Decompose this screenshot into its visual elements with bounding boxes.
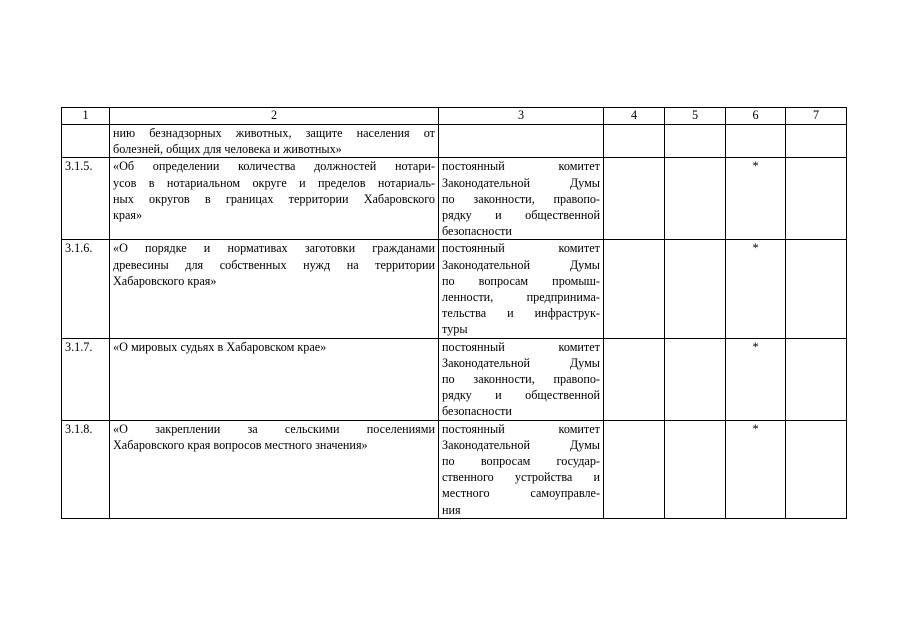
committee-line: по законности, правопо- xyxy=(442,191,600,206)
committee-line: безопасности xyxy=(442,404,512,419)
committee-line: по вопросам промыш- xyxy=(442,273,600,288)
column-header: 5 xyxy=(665,108,726,125)
cell-col4 xyxy=(604,338,665,420)
column-header: 7 xyxy=(786,108,847,125)
responsible-committee xyxy=(439,240,604,338)
table-row xyxy=(62,158,847,240)
committee-line: рядку и общественной xyxy=(442,388,600,403)
cell-col7 xyxy=(786,338,847,420)
cell-col7 xyxy=(786,158,847,240)
committee-line: ния xyxy=(442,502,461,517)
responsible-committee xyxy=(439,158,604,240)
table-row-continuation xyxy=(62,125,847,158)
committee-line: безопасности xyxy=(442,224,512,239)
bill-title-line: нию безнадзорных животных, защите населения от xyxy=(113,126,435,140)
committee-line: по законности, правопо- xyxy=(442,372,600,387)
bill-title-line: «О мировых судьях в Хабаровском крае» xyxy=(113,339,327,354)
bill-title-line: «Об определении количества должностей нотари- xyxy=(113,159,435,174)
bill-title-line: «О закреплении за сельскими поселениями xyxy=(113,421,435,436)
committee-line: по вопросам государ- xyxy=(442,454,600,469)
cell-col7 xyxy=(786,240,847,338)
row-number: 3.1.6. xyxy=(62,240,110,338)
bill-title-line: усов в нотариальном округе и пределов нотариаль- xyxy=(113,175,435,190)
bill-title xyxy=(110,420,439,518)
row-number xyxy=(62,125,110,158)
cell-col6-mark: * xyxy=(726,420,786,518)
header-row xyxy=(62,108,847,125)
bill-title-line: края» xyxy=(113,208,143,223)
bill-title-line: Хабаровского края вопросов местного значения» xyxy=(113,437,368,452)
committee-line: Законодательной Думы xyxy=(442,355,600,370)
cell-col7 xyxy=(786,420,847,518)
table-row xyxy=(62,338,847,420)
bill-title xyxy=(110,125,439,158)
responsible-committee xyxy=(439,338,604,420)
committee-line: ственного устройства и xyxy=(442,470,600,485)
table-row xyxy=(62,240,847,338)
cell-col6-mark: * xyxy=(726,158,786,240)
row-number: 3.1.8. xyxy=(62,420,110,518)
cell-col7 xyxy=(786,125,847,158)
row-number: 3.1.5. xyxy=(62,158,110,240)
committee-line: ленности, предпринима- xyxy=(442,290,600,305)
bill-title xyxy=(110,240,439,338)
responsible-committee xyxy=(439,125,604,158)
column-header: 6 xyxy=(726,108,786,125)
column-header: 4 xyxy=(604,108,665,125)
cell-col4 xyxy=(604,240,665,338)
table-body xyxy=(62,125,847,519)
committee-line: постоянный комитет xyxy=(442,241,600,256)
cell-col4 xyxy=(604,125,665,158)
responsible-committee xyxy=(439,420,604,518)
cell-col5 xyxy=(665,125,726,158)
table-row xyxy=(62,420,847,518)
committee-line: Законодательной Думы xyxy=(442,257,600,272)
committee-line: Законодательной Думы xyxy=(442,175,600,190)
bill-title-line: болезней, общих для человека и животных» xyxy=(113,142,342,157)
committee-line: Законодательной Думы xyxy=(442,437,600,452)
cell-col5 xyxy=(665,158,726,240)
cell-col6-mark: * xyxy=(726,338,786,420)
cell-col4 xyxy=(604,420,665,518)
cell-col6 xyxy=(726,125,786,158)
cell-col5 xyxy=(665,240,726,338)
committee-line: тельства и инфраструк- xyxy=(442,306,600,321)
column-header: 1 xyxy=(62,108,110,125)
plan-table xyxy=(61,107,847,519)
committee-line: местного самоуправле- xyxy=(442,486,600,501)
committee-line: рядку и общественной xyxy=(442,208,600,223)
bill-title-line: древесины для собственных нужд на территории xyxy=(113,257,435,272)
cell-col5 xyxy=(665,338,726,420)
row-number: 3.1.7. xyxy=(62,338,110,420)
cell-col5 xyxy=(665,420,726,518)
cell-col6-mark: * xyxy=(726,240,786,338)
committee-line: постоянный комитет xyxy=(442,421,600,436)
bill-title xyxy=(110,158,439,240)
bill-title-line: «О порядке и нормативах заготовки гражданами xyxy=(113,241,435,256)
bill-title xyxy=(110,338,439,420)
bill-title-line: ных округов в границах территории Хабаровского xyxy=(113,191,435,206)
committee-line: постоянный комитет xyxy=(442,159,600,174)
bill-title-line: Хабаровского края» xyxy=(113,273,217,288)
committee-line: постоянный комитет xyxy=(442,339,600,354)
cell-col4 xyxy=(604,158,665,240)
column-header: 2 xyxy=(110,108,439,125)
column-header: 3 xyxy=(439,108,604,125)
committee-line: туры xyxy=(442,322,468,337)
